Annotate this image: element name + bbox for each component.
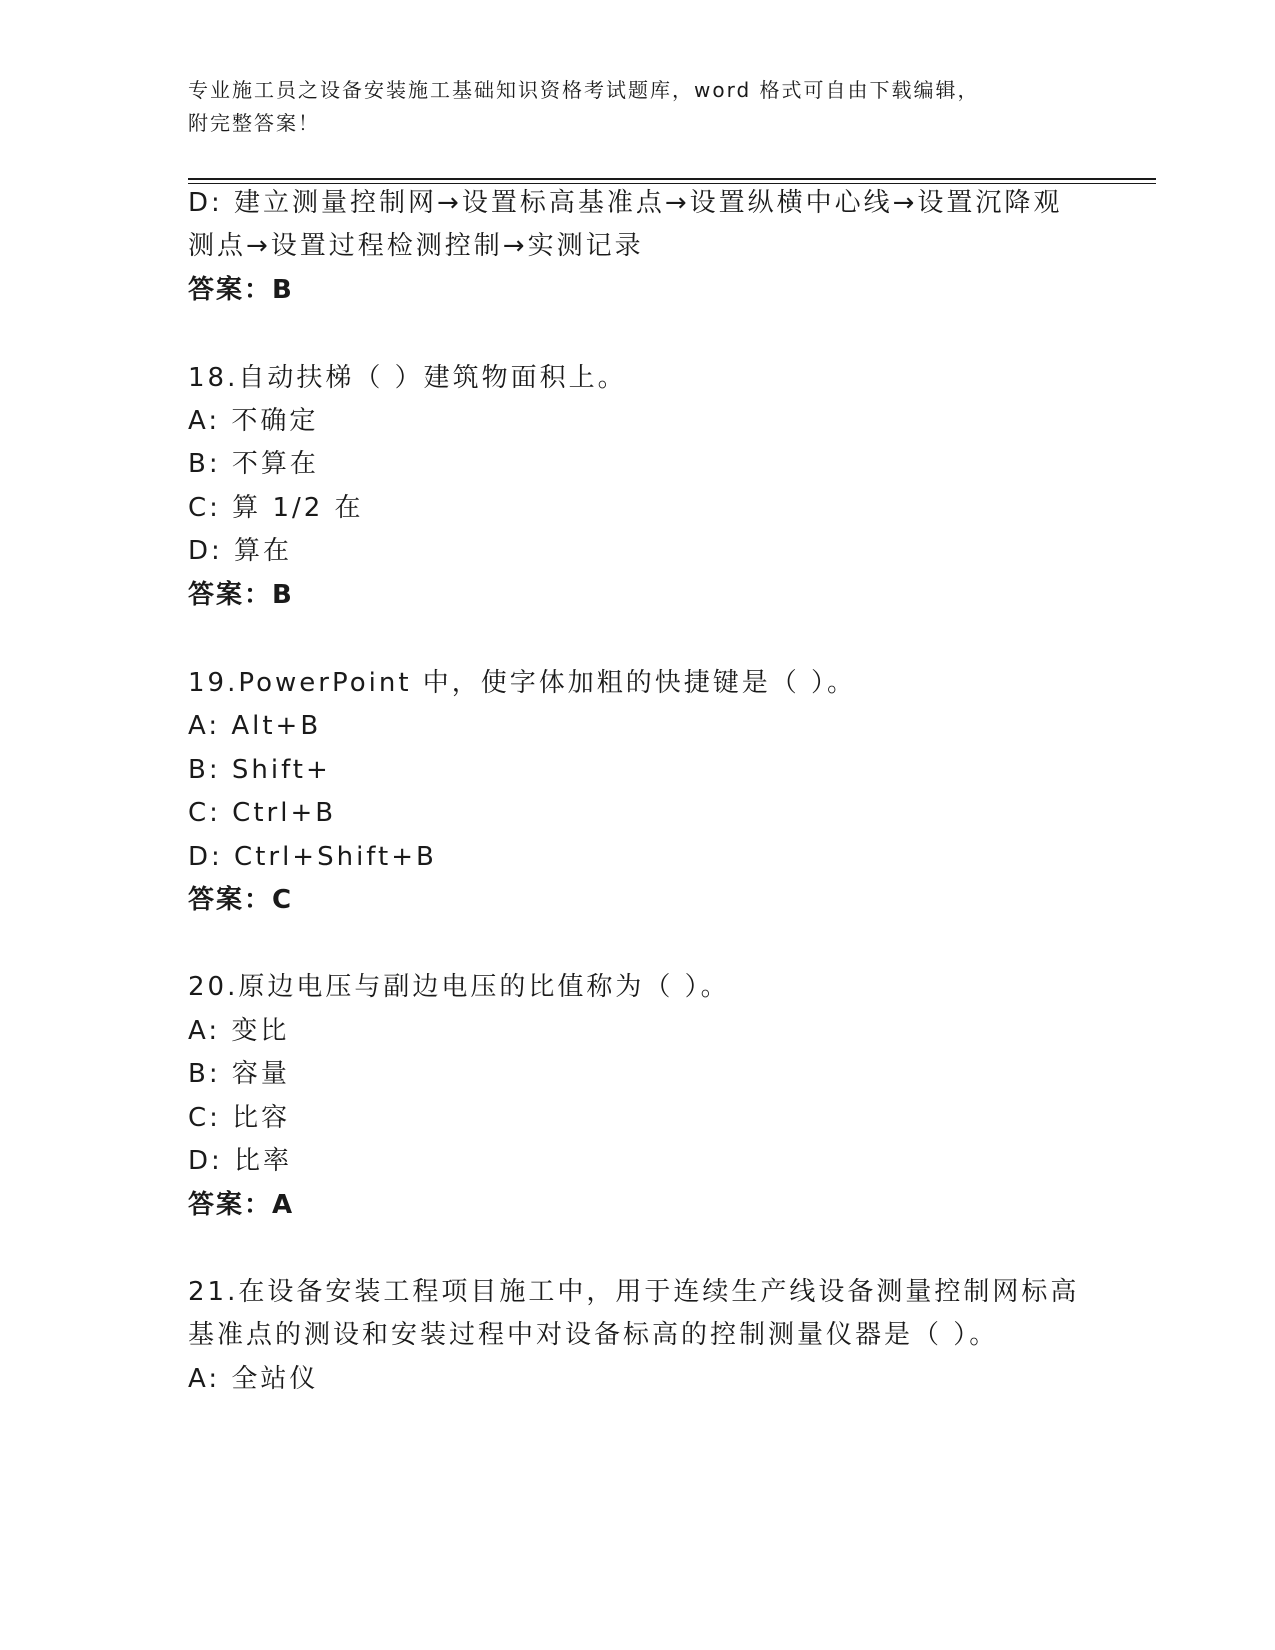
header-line-2: 附完整答案！ (188, 111, 320, 135)
q18-option-c: C: 算 1/2 在 (188, 493, 364, 523)
q17-answer: 答案：B (188, 275, 294, 305)
q21-question-line-2: 基准点的测设和安装过程中对设备标高的控制测量仪器是（ ）。 (188, 1320, 999, 1350)
header-line-1: 专业施工员之设备安装施工基础知识资格考试题库，word 格式可自由下载编辑， (188, 78, 980, 102)
q17-option-d-line-2: 测点→设置过程检测控制→实测记录 (188, 231, 644, 261)
header-divider-thin (188, 183, 1156, 184)
q21-question-line-1: 21.在设备安装工程项目施工中，用于连续生产线设备测量控制网标高 (188, 1277, 1080, 1307)
q18-option-d: D: 算在 (188, 536, 293, 566)
header-divider-thick (188, 178, 1156, 180)
q20-answer: 答案：A (188, 1190, 295, 1220)
q19-option-a: A: Alt+B (188, 711, 322, 741)
q18-answer: 答案：B (188, 580, 294, 610)
document-header (188, 74, 1088, 140)
q20-question: 20.原边电压与副边电压的比值称为（ ）。 (188, 972, 730, 1002)
q19-option-b: B: Shift+ (188, 755, 331, 785)
q21-option-a: A: 全站仪 (188, 1364, 319, 1394)
q20-option-a: A: 变比 (188, 1016, 290, 1046)
q19-option-c: C: Ctrl+B (188, 798, 337, 828)
q17-option-d-line-1: D: 建立测量控制网→设置标高基准点→设置纵横中心线→设置沉降观 (188, 188, 1063, 218)
q19-answer: 答案：C (188, 885, 294, 915)
q18-option-b: B: 不算在 (188, 449, 319, 479)
q19-option-d: D: Ctrl+Shift+B (188, 842, 437, 872)
q18-option-a: A: 不确定 (188, 406, 319, 436)
q19-question: 19.PowerPoint 中，使字体加粗的快捷键是（ ）。 (188, 668, 857, 698)
q20-option-d: D: 比率 (188, 1146, 293, 1176)
q20-option-b: B: 容量 (188, 1059, 290, 1089)
q18-question: 18.自动扶梯（ ）建筑物面积上。 (188, 363, 627, 393)
q20-option-c: C: 比容 (188, 1103, 291, 1133)
